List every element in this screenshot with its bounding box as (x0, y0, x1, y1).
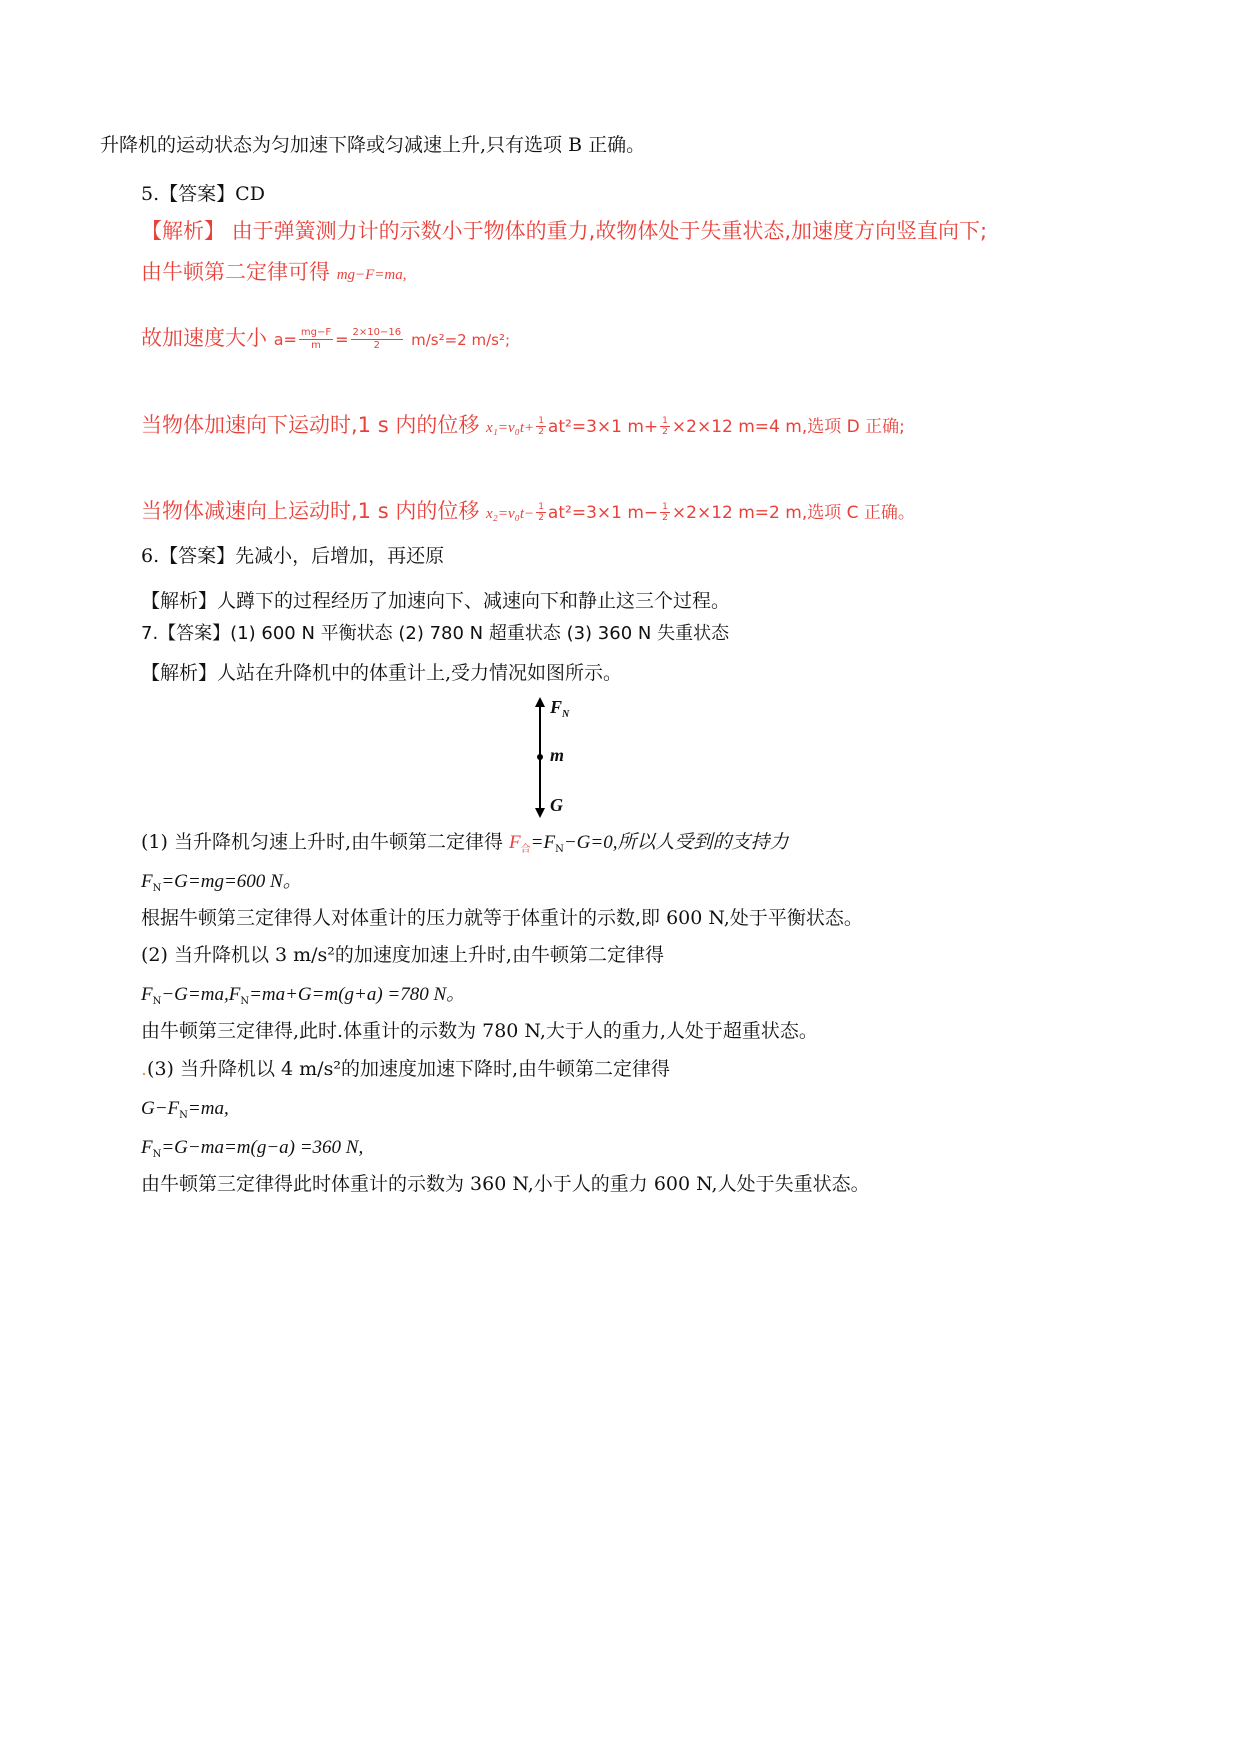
force-label-sub: N (562, 709, 570, 720)
fraction-numerator: mg−F (300, 326, 332, 338)
fraction-numeric (351, 327, 404, 352)
displacement-equation-part: at²=3×1 m+ (547, 417, 659, 437)
analysis-tag: 【解析】 (141, 219, 225, 243)
up-motion-text: 当物体减速向上运动时,1 s 内的位移 (141, 499, 487, 523)
question-number: 5. (141, 183, 160, 205)
body-text: 升降机的运动状态为匀加速下降或匀减速上升,只有选项 B 正确。 (100, 134, 646, 156)
acceleration-result: m/s²=2 m/s²; (411, 331, 511, 349)
fraction-numerator: 1 (538, 501, 544, 512)
result-equation: =G−ma=m(g−a) =360 N, (161, 1137, 364, 1158)
fraction-numerator: 1 (662, 415, 668, 426)
mass-label: m (550, 745, 565, 765)
force-diagram (528, 695, 588, 820)
q7-part3-conclusion (141, 1171, 870, 1197)
q7-part2-line (141, 942, 664, 968)
subscript-n: N (152, 996, 162, 1007)
fraction-mg-minus-f-over-m (299, 327, 333, 352)
force-normal-label (550, 697, 569, 720)
acceleration-text: 故加速度大小 (141, 326, 274, 350)
q5-down-line (141, 412, 905, 441)
stray-mark: . (141, 1058, 148, 1080)
q5-up-line (141, 498, 915, 527)
q7-part1-line (141, 829, 788, 863)
q5-newton-line (141, 259, 407, 288)
acceleration-symbol: a= (273, 330, 297, 349)
q7-part2-conclusion (141, 1018, 818, 1044)
q7-answer-line (141, 621, 729, 647)
text-line-1 (100, 132, 645, 158)
force-symbol: F (141, 871, 153, 892)
q7-part1-result (141, 868, 302, 902)
displacement-result: ×2×12 m=2 m,选项 C 正确。 (671, 503, 915, 523)
down-motion-text: 当物体加速向下运动时,1 s 内的位移 (141, 413, 487, 437)
q6-answer-line (141, 543, 444, 569)
q7-part3-result (141, 1134, 363, 1168)
part1-text: (1) 当升降机匀速上升时,由牛顿第二定律得 (141, 831, 510, 853)
part2-text: (2) 当升降机以 3 m/s²的加速度加速上升时,由牛顿第二定律得 (141, 944, 664, 966)
fraction-denominator: 2 (538, 512, 544, 523)
analysis-text: 【解析】人站在升降机中的体重计上,受力情况如图所示。 (141, 662, 623, 684)
analysis-text: 【解析】人蹲下的过程经历了加速向下、减速向下和静止这三个过程。 (141, 590, 731, 612)
q7-part3-equation (141, 1095, 229, 1129)
conclusion-text: 由牛顿第三定律得,此时.体重计的示数为 780 N,大于人的重力,人处于超重状态。 (141, 1020, 818, 1042)
fraction-numerator: 1 (538, 415, 544, 426)
result-equation: =G=mg=600 N。 (161, 871, 302, 892)
q5-analysis-line (141, 218, 987, 244)
subscript-n: N (152, 883, 162, 894)
fraction-one-half (536, 502, 546, 523)
subscript-n: N (240, 996, 250, 1007)
q6-analysis-line (141, 588, 730, 614)
q7-part2-equation (141, 981, 465, 1015)
equation-result: =ma+G=m(g+a) =780 N。 (249, 984, 466, 1005)
force-symbol: F (509, 832, 521, 853)
subscript-net: 合 (520, 844, 531, 855)
q7-part1-conclusion (141, 905, 863, 931)
q5-acceleration-line (141, 325, 510, 353)
conclusion-text: 由牛顿第三定律得此时体重计的示数为 360 N,小于人的重力 600 N,人处于失重状态。 (141, 1173, 870, 1195)
fraction-one-half (536, 416, 546, 437)
equation-part: G−F (141, 1098, 180, 1119)
displacement-equation: x₂=v₀t− (486, 506, 535, 522)
force-symbol: F (141, 1137, 153, 1158)
fraction-one-half (660, 502, 670, 523)
displacement-equation-part: at²=3×1 m− (547, 503, 659, 523)
q7-analysis-line (141, 660, 622, 686)
equals-sign: = (335, 330, 349, 349)
displacement-equation: x₁=v₀t+ (486, 420, 535, 436)
fraction-denominator: 2 (351, 339, 404, 352)
force-symbol: F (141, 984, 153, 1005)
conclusion-text: 根据牛顿第三定律得人对体重计的压力就等于体重计的示数,即 600 N,处于平衡状态。 (141, 907, 863, 929)
equation-tail: =ma, (187, 1098, 229, 1119)
subscript-n: N (555, 844, 564, 855)
part3-text: (3) 当升降机以 4 m/s²的加速度加速下降时,由牛顿第二定律得 (147, 1058, 670, 1080)
equation-part: −G=ma, (161, 984, 229, 1005)
answer-text: 7.【答案】(1) 600 N 平衡状态 (2) 780 N 超重状态 (3) 360 N 失重状态 (141, 623, 730, 644)
equation-part: =F (530, 832, 556, 853)
arrow-down-icon (535, 808, 545, 818)
newton-equation: mg−F=ma, (336, 267, 407, 283)
fraction-numerator: 1 (662, 501, 668, 512)
fraction-denominator: 2 (662, 426, 668, 437)
newton-text: 由牛顿第二定律可得 (141, 260, 337, 284)
answer-text: 6.【答案】先减小，后增加，再还原 (141, 545, 445, 567)
equation-tail: −G=0,所以人受到的支持力 (563, 832, 789, 853)
gravity-label: G (550, 795, 563, 815)
mass-point (537, 754, 543, 760)
q7-part3-line (141, 1056, 670, 1082)
subscript-n: N (179, 1110, 188, 1121)
fraction-denominator: 2 (662, 512, 668, 523)
displacement-result: ×2×12 m=4 m,选项 D 正确; (671, 417, 905, 437)
arrow-up-icon (535, 697, 545, 707)
q5-answer-line (141, 181, 265, 207)
answer-tag: 【答案】 (159, 183, 236, 205)
fraction-one-half (660, 416, 670, 437)
answer-value: CD (235, 183, 265, 205)
analysis-text: 由于弹簧测力计的示数小于物体的重力,故物体处于失重状态,加速度方向竖直向下; (231, 219, 988, 243)
fraction-numerator: 2×10−16 (352, 326, 402, 338)
force-label-f: F (550, 697, 563, 717)
force-symbol: F (228, 984, 241, 1005)
subscript-n: N (152, 1149, 162, 1160)
fraction-denominator: m (299, 339, 333, 352)
fraction-denominator: 2 (538, 426, 544, 437)
